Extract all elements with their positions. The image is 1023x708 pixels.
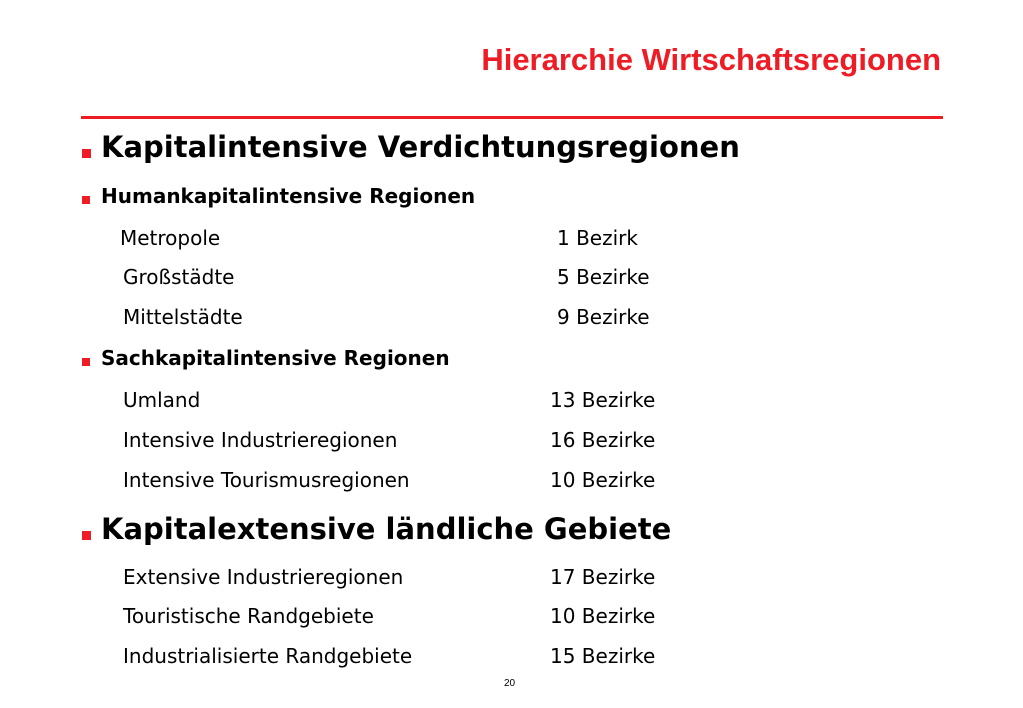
region-count: 17 Bezirke [550,565,656,589]
region-count: 10 Bezirke [550,604,656,628]
region-name: Intensive Industrieregionen [123,428,398,452]
subsection-heading-humankapital: Humankapitalintensive Regionen [101,184,476,208]
title-underline [81,116,943,119]
subsection-heading-sachkapital: Sachkapitalintensive Regionen [101,346,450,370]
page-number: 20 [504,678,516,689]
region-name: Extensive Industrieregionen [123,565,404,589]
region-name: Intensive Tourismusregionen [123,468,410,492]
region-count: 9 Bezirke [557,305,650,329]
region-name: Industrialisierte Randgebiete [123,644,413,668]
bullet-square-icon [82,196,90,204]
region-count: 15 Bezirke [550,644,656,668]
bullet-square-icon [82,358,90,366]
region-name: Touristische Randgebiete [123,604,374,628]
slide-title: Hierarchie Wirtschaftsregionen [481,42,941,77]
region-count: 13 Bezirke [550,388,656,412]
region-count: 5 Bezirke [557,265,650,289]
section-heading-verdichtungsregionen: Kapitalintensive Verdichtungsregionen [101,130,740,164]
region-name: Metropole [120,226,221,250]
region-count: 16 Bezirke [550,428,656,452]
region-count: 1 Bezirk [557,226,638,250]
region-count: 10 Bezirke [550,468,656,492]
region-name: Großstädte [123,265,235,289]
bullet-square-icon [82,149,91,158]
region-name: Umland [123,388,201,412]
region-name: Mittelstädte [123,305,243,329]
section-heading-laendliche-gebiete: Kapitalextensive ländliche Gebiete [101,512,672,546]
bullet-square-icon [82,531,91,540]
